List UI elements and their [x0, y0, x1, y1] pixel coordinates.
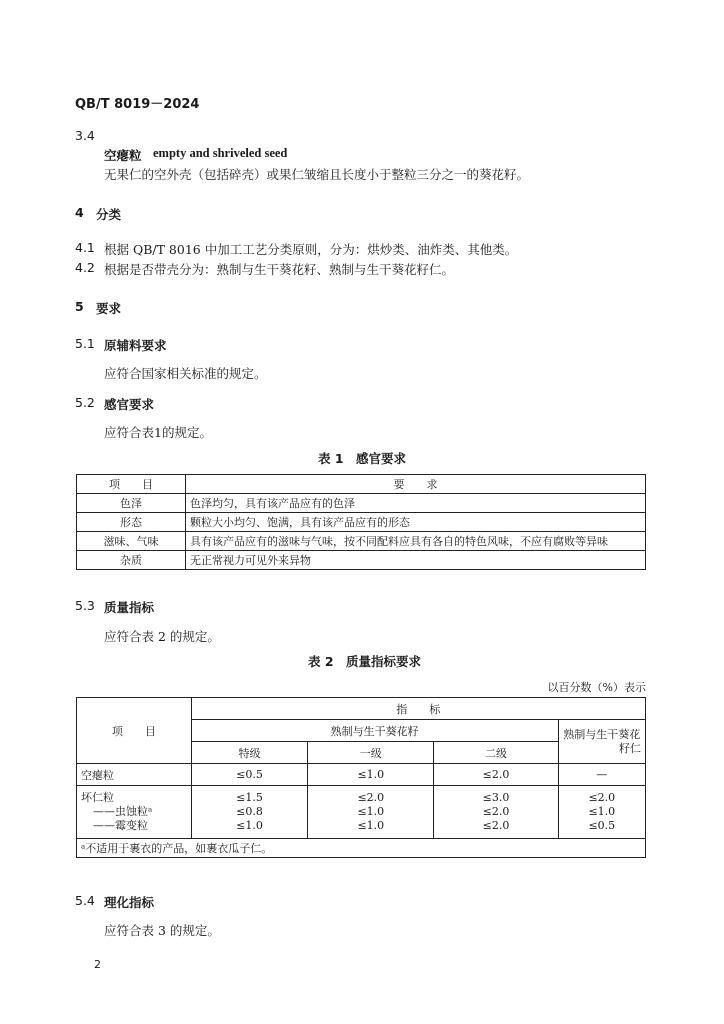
- clause-text: 根据是否带壳分为：熟制与生干葵花籽、熟制与生干葵花籽仁。: [104, 262, 455, 277]
- table-cell: 无正常视力可见外来异物: [186, 551, 646, 570]
- cell-value: ≤1.0: [236, 819, 263, 832]
- section-title: 分类: [96, 207, 122, 222]
- table-caption: 表 2 质量指标要求: [308, 654, 422, 669]
- table-cell: —: [558, 764, 645, 786]
- term-en: empty and shriveled seed: [153, 146, 288, 160]
- table-row: [77, 513, 646, 532]
- term-cn: 空瘪粒: [104, 148, 142, 163]
- term-definition: 无果仁的空外壳（包括碎壳）或果仁皱缩且长度小于整粒三分之一的葵花籽。: [104, 167, 530, 182]
- cell-value: ≤1.5: [236, 791, 263, 804]
- document-code: QB/T 8019－2024: [75, 97, 200, 112]
- clause-number: 5.1: [75, 336, 95, 351]
- table-cell: ≤2.0: [434, 764, 558, 786]
- table-cell: 滋味、气味: [77, 532, 186, 551]
- table-header: 一级: [308, 742, 434, 764]
- cell-value: ≤1.0: [357, 819, 385, 832]
- clause-number: 4.2: [75, 260, 95, 275]
- table-caption: 表 1 感官要求: [318, 451, 407, 466]
- clause-number: 5.2: [75, 395, 95, 410]
- clause-number: 5.3: [75, 598, 95, 613]
- cell-value: ≤0.5: [588, 819, 616, 832]
- table-cell: 色泽均匀，具有该产品应有的色泽: [186, 494, 646, 513]
- table-header: 要 求: [186, 475, 646, 494]
- table-row: [77, 551, 646, 570]
- table-cell: ≤1.0: [308, 764, 434, 786]
- table-header: [558, 720, 645, 764]
- table-cell: 杂质: [77, 551, 186, 570]
- clause-text: 根据 QB/T 8016 中加工工艺分类原则，分为：烘炒类、油炸类、其他类。: [104, 242, 518, 257]
- section-title: 要求: [96, 301, 122, 316]
- page-number: 2: [94, 958, 101, 971]
- cell-value: ≤2.0: [357, 791, 385, 804]
- cell-value: ≤2.0: [588, 791, 616, 804]
- clause-title: 质量指标: [104, 600, 155, 615]
- table-header: 二级: [434, 742, 558, 764]
- clause-text: 应符合表 2 的规定。: [104, 629, 220, 644]
- sensory-requirements-table: [76, 474, 646, 570]
- clause-text: 应符合表 3 的规定。: [104, 923, 220, 938]
- table-cell: [308, 786, 434, 839]
- clause-title: 感官要求: [104, 397, 155, 412]
- table-row: [77, 764, 646, 786]
- cell-value: ≤3.0: [482, 791, 510, 804]
- table-cell: 颗粒大小均匀、饱满，具有该产品应有的形态: [186, 513, 646, 532]
- section-number: 5: [75, 299, 84, 314]
- row-label: 坏仁粒: [81, 791, 114, 804]
- clause-text: 应符合国家相关标准的规定。: [104, 366, 267, 381]
- table-cell: [434, 786, 558, 839]
- table-cell: 具有该产品应有的滋味与气味，按不同配料应具有各自的特色风味，不应有腐败等异味: [186, 532, 646, 551]
- clause-title: 原辅料要求: [104, 338, 167, 353]
- table-header-line: 熟制与生干葵花: [563, 727, 641, 741]
- table-cell: [77, 786, 192, 839]
- table-footnote: ᵃ不适用于裹衣的产品，如裹衣瓜子仁。: [77, 839, 646, 858]
- table-cell: [558, 786, 645, 839]
- table-header: 指 标: [191, 698, 645, 720]
- cell-value: ≤0.8: [236, 805, 263, 818]
- table-footnote-row: [77, 839, 646, 858]
- table-header-row: [77, 698, 646, 720]
- table-cell: [191, 786, 307, 839]
- table-cell: 空瘪粒: [77, 764, 192, 786]
- cell-value: ≤1.0: [588, 805, 616, 818]
- table-cell: 形态: [77, 513, 186, 532]
- section-number: 4: [75, 205, 84, 220]
- clause-number: 3.4: [75, 128, 95, 143]
- clause-number: 5.4: [75, 893, 95, 908]
- table-row: [77, 786, 646, 839]
- table-cell: 色泽: [77, 494, 186, 513]
- cell-value: ≤2.0: [482, 805, 510, 818]
- table-header: 熟制与生干葵花籽: [191, 720, 558, 742]
- clause-text: 应符合表1的规定。: [104, 425, 212, 440]
- table-row: [77, 494, 646, 513]
- table-cell: ≤0.5: [191, 764, 307, 786]
- quality-index-table: [76, 697, 646, 858]
- table-unit: 以百分数（%）表示: [547, 681, 646, 694]
- table-header: 项 目: [77, 475, 186, 494]
- table-header-line: 籽仁: [619, 741, 641, 755]
- clause-title: 理化指标: [104, 895, 155, 910]
- cell-value: ≤1.0: [357, 805, 385, 818]
- table-header-row: [77, 475, 646, 494]
- clause-number: 4.1: [75, 240, 95, 255]
- cell-value: ≤2.0: [482, 819, 510, 832]
- row-label: ——虫蚀粒ᵃ: [93, 805, 153, 818]
- table-header: 特级: [191, 742, 307, 764]
- row-label: ——霉变粒: [93, 819, 148, 832]
- table-header: 项 目: [77, 698, 192, 764]
- table-row: [77, 532, 646, 551]
